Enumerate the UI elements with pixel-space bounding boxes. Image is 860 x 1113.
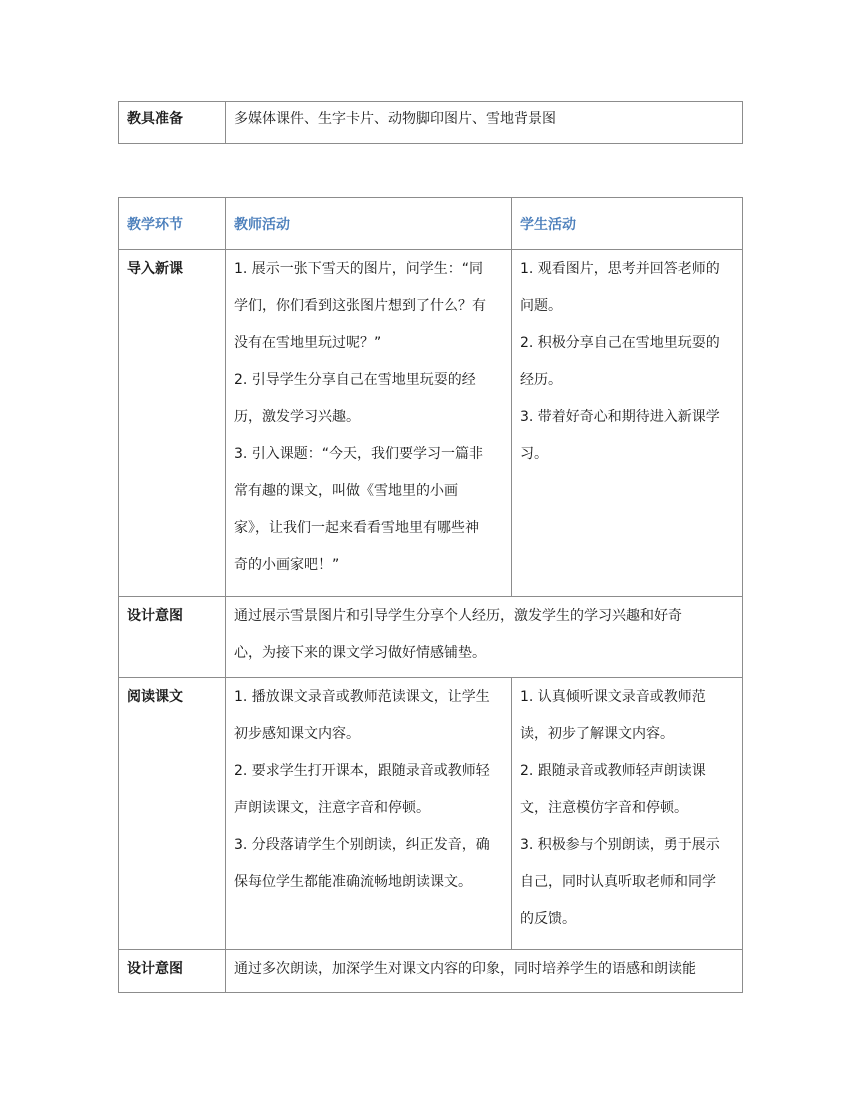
cell-text-line: 奇的小画家吧！” (234, 557, 340, 573)
stage-cell: 导入新课 (119, 250, 226, 597)
cell-text-line: 心，为接下来的课文学习做好情感铺垫。 (234, 645, 486, 661)
cell-text-line: 通过展示雪景图片和引导学生分享个人经历，激发学生的学习兴趣和好奇 (234, 608, 682, 624)
cell-text-line: 的反馈。 (520, 911, 576, 927)
design-intent-cell (226, 950, 743, 993)
cell-text-line: 1. 观看图片，思考并回答老师的 (520, 261, 720, 277)
cell-text-line: 历，激发学习兴趣。 (234, 409, 360, 425)
teacher-activity-cell (226, 678, 512, 950)
stage-cell: 设计意图 (119, 597, 226, 678)
teacher-activity-cell (226, 250, 512, 597)
header-row (119, 198, 743, 250)
cell-text-line: 2. 跟随录音或教师轻声朗读课 (520, 763, 706, 779)
cell-text-line: 1. 展示一张下雪天的图片，问学生：“同 (234, 261, 484, 277)
cell-text-line: 声朗读课文，注意字音和停顿。 (234, 800, 430, 816)
table-row (119, 597, 743, 678)
cell-text-line: 常有趣的课文，叫做《雪地里的小画 (234, 483, 458, 499)
header-teacher: 教师活动 (226, 198, 512, 250)
cell-text-line: 初步感知课文内容。 (234, 726, 360, 742)
cell-text-line: 3. 分段落请学生个别朗读，纠正发音，确 (234, 837, 490, 853)
header-student: 学生活动 (512, 198, 743, 250)
table-row (119, 250, 743, 597)
table-row (119, 950, 743, 993)
table-row (119, 678, 743, 950)
stage-cell: 阅读课文 (119, 678, 226, 950)
header-stage: 教学环节 (119, 198, 226, 250)
student-activity-cell (512, 250, 743, 597)
cell-text-line: 保每位学生都能准确流畅地朗读课文。 (234, 874, 472, 890)
cell-text-line: 自己，同时认真听取老师和同学 (520, 874, 716, 890)
student-activity-cell (512, 678, 743, 950)
cell-text-line: 学们，你们看到这张图片想到了什么？有 (234, 298, 486, 314)
cell-text-line: 3. 引入课题：“今天，我们要学习一篇非 (234, 446, 484, 462)
cell-text-line: 没有在雪地里玩过呢？” (234, 335, 382, 351)
prep-label: 教具准备 (119, 102, 226, 144)
cell-text-line: 读，初步了解课文内容。 (520, 726, 674, 742)
cell-text-line: 家》，让我们一起来看看雪地里有哪些神 (234, 520, 479, 536)
prep-value: 多媒体课件、生字卡片、动物脚印图片、雪地背景图 (226, 102, 743, 144)
cell-text-line: 文，注意模仿字音和停顿。 (520, 800, 688, 816)
cell-text-line: 2. 引导学生分享自己在雪地里玩耍的经 (234, 372, 476, 388)
prep-row (119, 102, 743, 144)
cell-text-line: 3. 带着好奇心和期待进入新课学 (520, 409, 720, 425)
cell-text-line: 2. 积极分享自己在雪地里玩耍的 (520, 335, 720, 351)
cell-text-line: 通过多次朗读，加深学生对课文内容的印象，同时培养学生的语感和朗读能 (234, 961, 696, 977)
cell-text-line: 1. 认真倾听课文录音或教师范 (520, 689, 706, 705)
cell-text-line: 3. 积极参与个别朗读，勇于展示 (520, 837, 720, 853)
cell-text-line: 问题。 (520, 298, 562, 314)
cell-text-line: 习。 (520, 446, 548, 462)
lesson-plan-table (118, 197, 743, 993)
cell-text-line: 1. 播放课文录音或教师范读课文，让学生 (234, 689, 490, 705)
cell-text-line: 2. 要求学生打开课本，跟随录音或教师轻 (234, 763, 490, 779)
stage-cell: 设计意图 (119, 950, 226, 993)
cell-text-line: 经历。 (520, 372, 562, 388)
prep-table (118, 101, 743, 144)
design-intent-cell (226, 597, 743, 678)
